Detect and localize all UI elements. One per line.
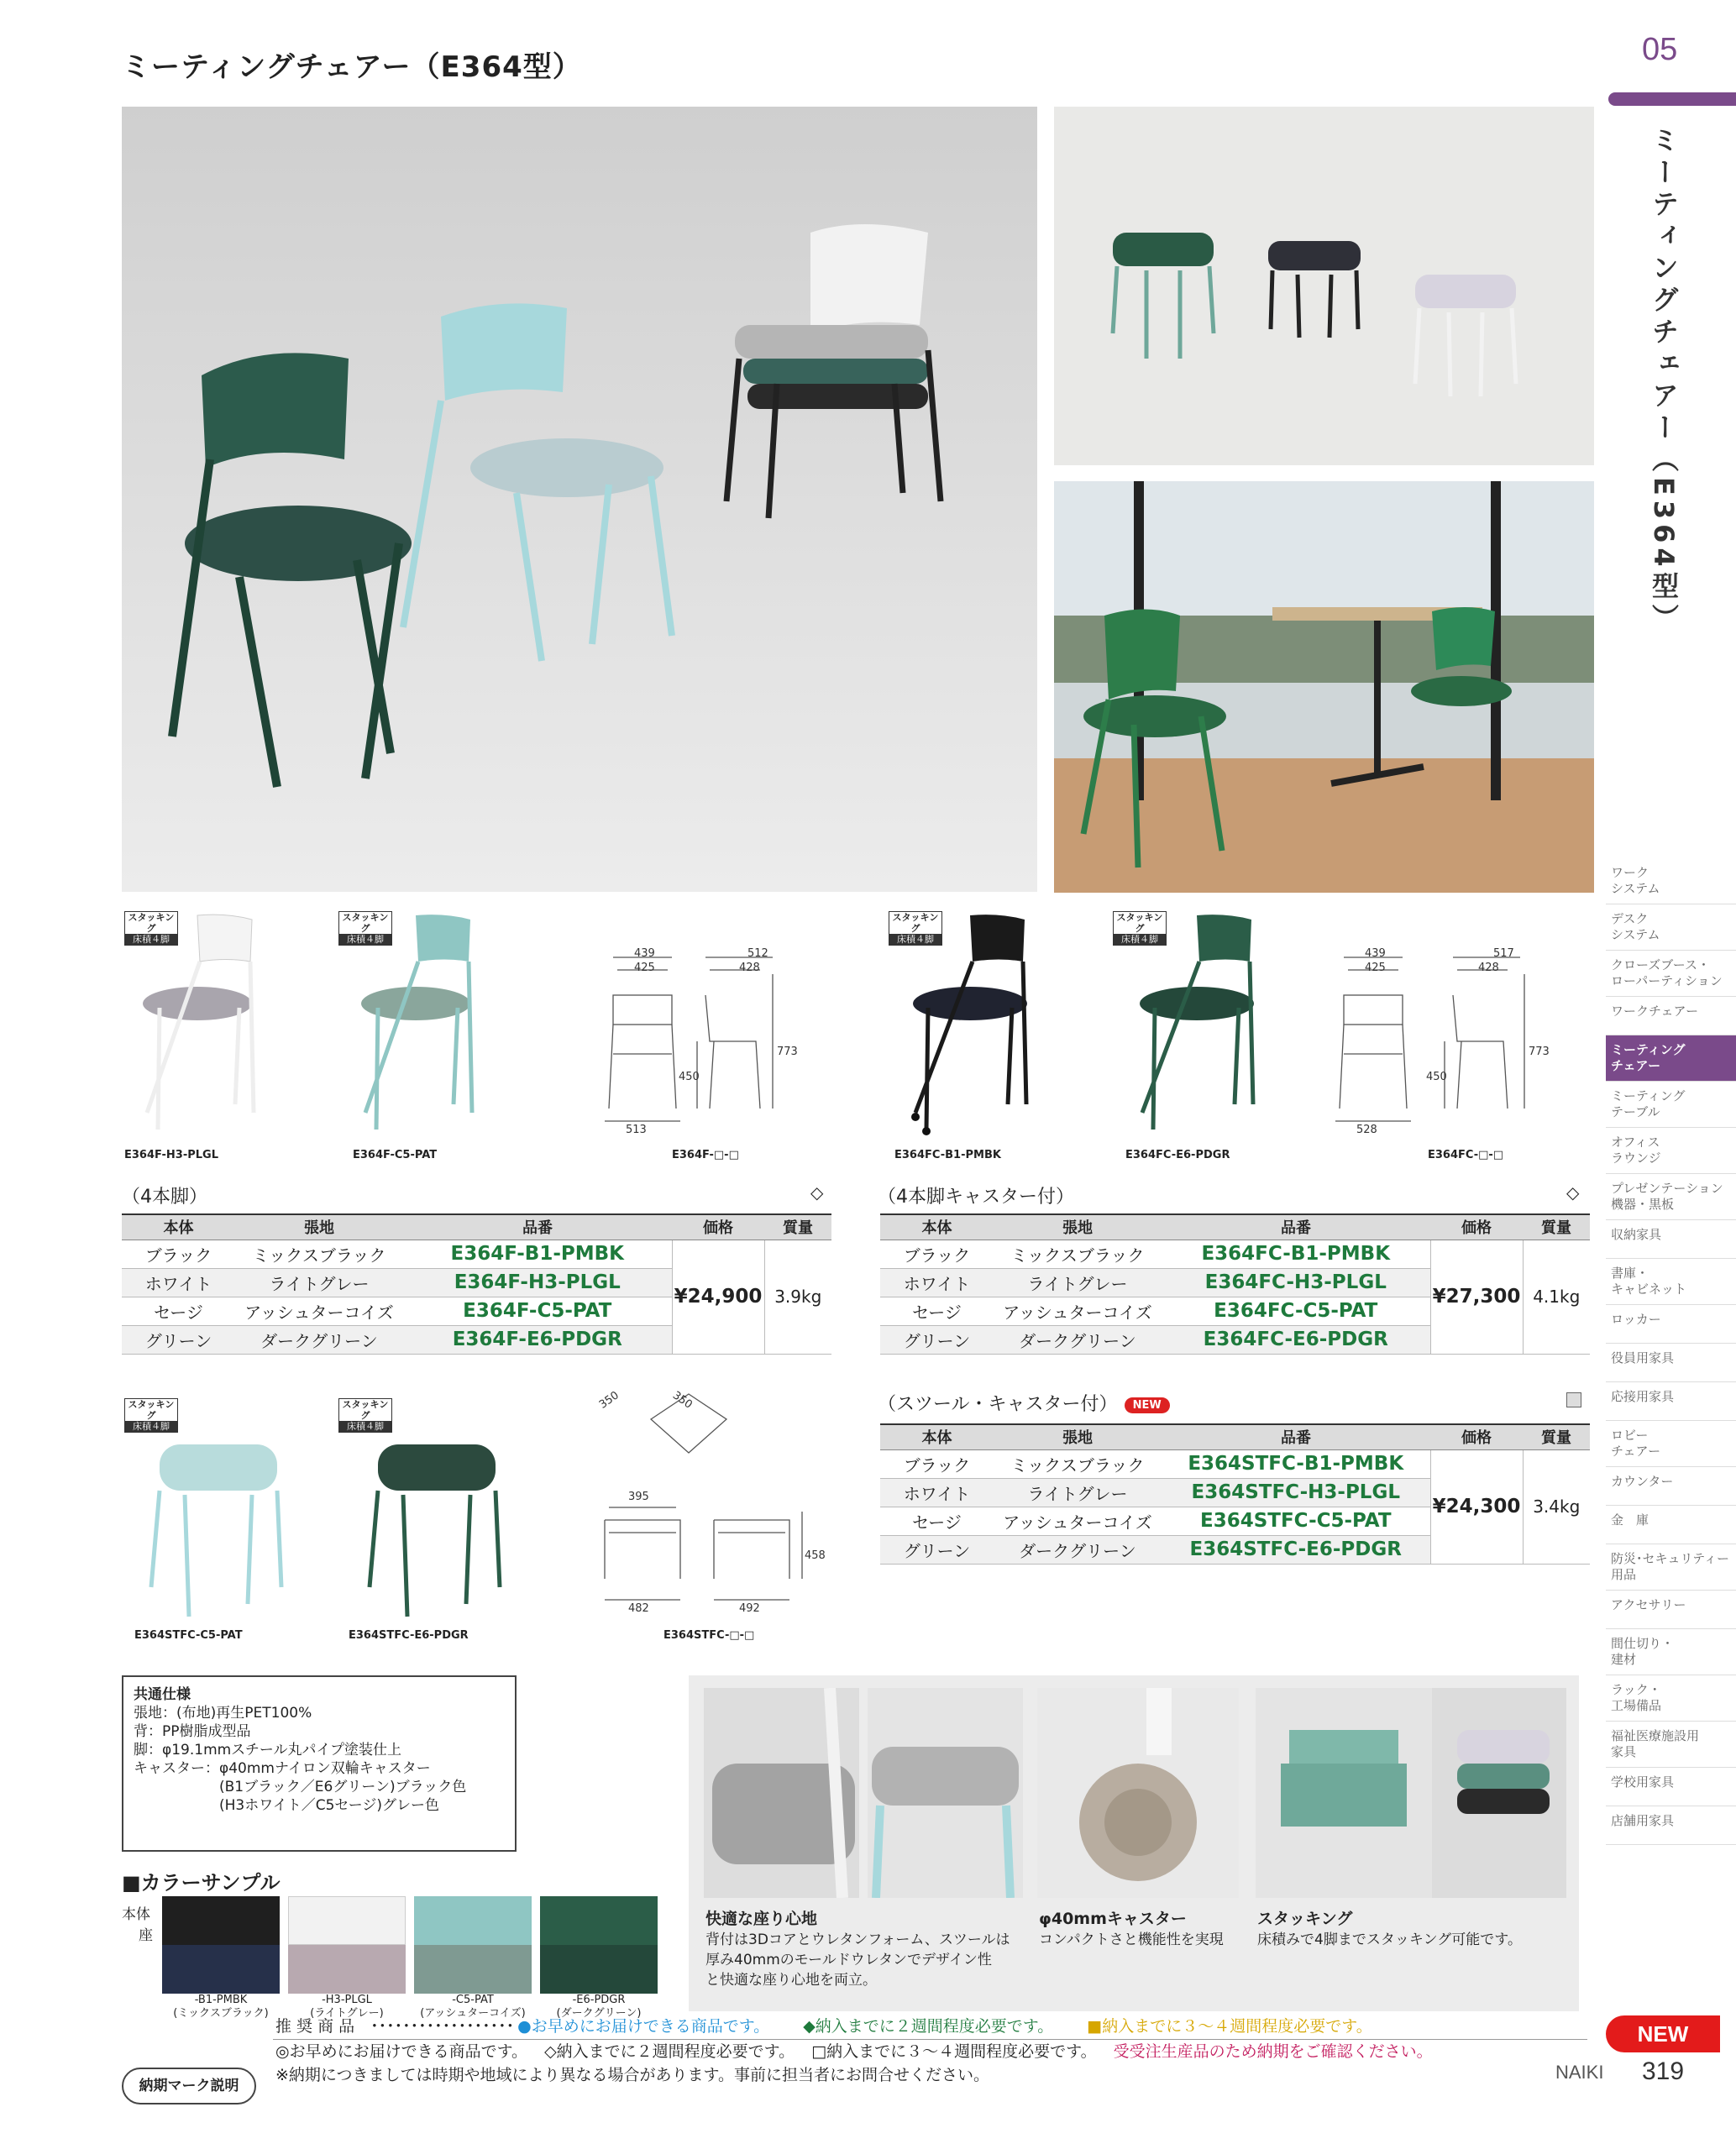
stacking-badge: スタッキング 床積４脚: [124, 911, 178, 946]
sidenav-item-locker[interactable]: ロッカー: [1606, 1305, 1736, 1344]
dim-width: 395: [628, 1491, 649, 1503]
new-badge: NEW: [1606, 2015, 1720, 2052]
chair-white-image: [134, 911, 260, 1130]
swatch-e6[interactable]: [540, 1896, 658, 2021]
brand-name: NAIKI: [1555, 2062, 1604, 2083]
sidenav-item-close-booth[interactable]: クローズブース・ ローパーティション: [1606, 951, 1736, 997]
footer-divider: [273, 2039, 1587, 2040]
stacking-badge: スタッキング 床積４脚: [1113, 911, 1167, 946]
dimension-label: E364FC-□-□: [1428, 1149, 1504, 1161]
price: ¥24,900: [672, 1240, 764, 1354]
main-product-photo: [122, 107, 1037, 892]
table-title-stool: （スツール・キャスター付） NEW: [878, 1390, 1170, 1416]
table-row: ブラック ミックスブラック E364FC-B1-PMBK ¥27,300 4.1kg: [880, 1240, 1590, 1268]
stool-photo: [1054, 107, 1594, 465]
dim-base: 482: [628, 1602, 649, 1615]
weight: 3.4kg: [1523, 1449, 1590, 1564]
dim-depth: 517: [1493, 947, 1514, 960]
sidenav-item-work-chair[interactable]: ワークチェアー: [1606, 997, 1736, 1035]
new-tag: NEW: [1125, 1397, 1170, 1413]
dim-top: 350: [596, 1389, 621, 1412]
price-table-4leg: 本体 張地 品番 価格 質量 ブラック ミックスブラック E364F-B1-PMBK ¥24,900 3.9kg ホワイト ライトグレー E364F-H3-PLGL セージ アッシュターコイズ E364F-C5-PAT グリーン ダークグリーン E364F-E6-PDGR: [122, 1213, 831, 1355]
dim-height: 773: [1529, 1046, 1550, 1058]
dim-top: 350: [669, 1389, 695, 1412]
swatch-code: -H3-PLGL: [322, 1994, 372, 2006]
swatch-b1[interactable]: [162, 1896, 280, 2021]
price: ¥27,300: [1430, 1240, 1523, 1354]
feature-title: スタッキング: [1257, 1910, 1353, 1928]
product-code: E364FC-E6-PDGR: [1125, 1149, 1230, 1161]
delivery-legend-label: 納期マーク説明: [122, 2068, 256, 2104]
swatch-seat: [288, 1945, 406, 1994]
page-title: ミーティングチェアー（E364型）: [122, 50, 582, 84]
spec-line: 背：PP樹脂成型品: [134, 1723, 251, 1740]
spec-line: キャスター：φ40mmナイロン双輪キャスター: [134, 1760, 431, 1777]
sidenav-item-meeting-table[interactable]: ミーティング テーブル: [1606, 1082, 1736, 1128]
dim-height: 773: [777, 1046, 798, 1058]
section-tab: [1608, 92, 1736, 106]
product-code: E364FC-B1-PMBK: [894, 1149, 1001, 1161]
spec-line: (H3ホワイト／C5セージ)グレー色: [134, 1797, 440, 1814]
feature-text: コンパクトさと機能性を実現: [1039, 1931, 1224, 1948]
swatch-h3[interactable]: [288, 1896, 406, 2021]
dim-width-inner: 425: [1365, 962, 1386, 974]
weight: 3.9kg: [764, 1240, 831, 1354]
dim-width: 439: [1365, 947, 1386, 960]
table-row: ブラック ミックスブラック E364STFC-B1-PMBK ¥24,300 3.4kg: [880, 1449, 1590, 1478]
delivery-mark: ◇: [810, 1182, 824, 1203]
dimension-drawing-f: [588, 949, 840, 1142]
table-row: グリーン ダークグリーン E364FC-E6-PDGR: [880, 1325, 1590, 1354]
swatch-code: -B1-PMBK: [194, 1994, 248, 2006]
spec-line: (B1ブラック／E6グリーン)ブラック色: [134, 1779, 467, 1795]
swatch-body: [288, 1896, 406, 1945]
feature-text: 床積みで4脚までスタッキング可能です。: [1257, 1931, 1522, 1948]
swatch-body: [540, 1896, 658, 1945]
delivery-mark-square: [1566, 1392, 1581, 1407]
sidenav-item-rack[interactable]: ラック・ 工場備品: [1606, 1675, 1736, 1722]
sidenav-item-safe[interactable]: 金 庫: [1606, 1506, 1736, 1544]
swatch-body: [414, 1896, 532, 1945]
sidenav-item-welfare[interactable]: 福祉医療施設用 家具: [1606, 1722, 1736, 1768]
weight: 4.1kg: [1523, 1240, 1590, 1354]
price: ¥24,300: [1430, 1449, 1523, 1564]
category-sidenav: [1606, 858, 1736, 1845]
dim-depth-inner: 428: [739, 962, 760, 974]
chair-sage-image: [353, 911, 479, 1130]
stool-green-image: [353, 1428, 512, 1629]
swatch-seat: [414, 1945, 532, 1994]
sidenav-item-meeting-chair[interactable]: ミーティング チェアー: [1606, 1035, 1736, 1082]
sidenav-item-office-lounge[interactable]: オフィス ラウンジ: [1606, 1128, 1736, 1174]
stacking-badge: スタッキング 床積４脚: [124, 1398, 178, 1433]
legend-row-2: ◎お早めにお届けできる商品です。 ◇納入までに２週間程度必要です。 □納入までに３～４週間程度必要です。 受受注生産品のため納期をご確認ください。: [275, 2042, 1433, 2061]
row-label-seat: 座: [139, 1927, 153, 1944]
sidenav-item-storage[interactable]: 収納家具: [1606, 1220, 1736, 1259]
sidenav-item-store[interactable]: 店舗用家具: [1606, 1806, 1736, 1845]
table-row: セージ アッシュターコイズ E364FC-C5-PAT: [880, 1297, 1590, 1325]
chair-black-image: [903, 911, 1037, 1138]
table-row: グリーン ダークグリーン E364STFC-E6-PDGR: [880, 1535, 1590, 1564]
product-code: E364F-H3-PLGL: [124, 1149, 218, 1161]
table-row: セージ アッシュターコイズ E364STFC-C5-PAT: [880, 1507, 1590, 1535]
table-title-4leg-caster: （4本脚キャスター付）: [878, 1187, 1074, 1208]
color-sample-heading: ■カラーサンプル: [122, 1871, 281, 1895]
feature-title: 快適な座り心地: [705, 1910, 818, 1928]
stacking-badge: スタッキング 床積４脚: [889, 911, 942, 946]
stacking-badge: スタッキング 床積４脚: [338, 911, 392, 946]
sidenav-item-partition[interactable]: 間仕切り・ 建材: [1606, 1629, 1736, 1675]
sidenav-item-lobby-chair[interactable]: ロビー チェアー: [1606, 1421, 1736, 1467]
swatch-name: (ライトグレー): [310, 2007, 384, 2020]
stacking-badge: スタッキング 床積４脚: [338, 1398, 392, 1433]
swatch-body: [162, 1896, 280, 1945]
feature-text: 背付は3Dコアとウレタンフォーム、スツールは 厚み40mmのモールドウレタンでデザイン性 と快適な座り心地を両立。: [705, 1931, 1010, 1989]
stool-sage-image: [134, 1428, 294, 1629]
product-code: E364STFC-E6-PDGR: [349, 1629, 469, 1642]
section-number: 05: [1642, 32, 1678, 67]
product-code: E364F-C5-PAT: [353, 1149, 438, 1161]
sidenav-item-school[interactable]: 学校用家具: [1606, 1768, 1736, 1806]
product-code: E364STFC-C5-PAT: [134, 1629, 243, 1642]
caster-image: [1037, 1688, 1239, 1898]
dim-base: 513: [626, 1124, 647, 1136]
price-table-stool: 本体 張地 品番 価格 質量 ブラック ミックスブラック E364STFC-B1-PMBK ¥24,300 3.4kg ホワイト ライトグレー E364STFC-H3-PLGL セージ アッシュターコイズ E364STFC-C5-PAT グリーン ダークグリーン E364STFC-E6-PDGR: [880, 1423, 1590, 1565]
sidenav-item-counter[interactable]: カウンター: [1606, 1467, 1736, 1506]
legend-row-1: 推 奨 商 品 ･･････････････････ ●お早めにお届けできる商品です。 ◆納入までに２週間程度必要です。 ■納入までに３～４週間程度必要です。: [275, 2017, 1372, 2036]
sidenav-item-work-system[interactable]: ワーク システム: [1606, 858, 1736, 904]
table-title-4leg: （4本脚）: [122, 1187, 207, 1208]
table-row: ホワイト ライトグレー E364F-H3-PLGL: [122, 1268, 831, 1297]
table-row: ホワイト ライトグレー E364FC-H3-PLGL: [880, 1268, 1590, 1297]
scene-photo: [1054, 481, 1594, 893]
table-row: ブラック ミックスブラック E364F-B1-PMBK ¥24,900 3.9kg: [122, 1240, 831, 1268]
dimension-label: E364F-□-□: [672, 1149, 739, 1161]
swatch-code: -C5-PAT: [452, 1994, 494, 2006]
dim-width-inner: 425: [634, 962, 655, 974]
table-row: ホワイト ライトグレー E364STFC-H3-PLGL: [880, 1478, 1590, 1507]
table-row: セージ アッシュターコイズ E364F-C5-PAT: [122, 1297, 831, 1325]
dim-seat-height: 450: [679, 1071, 700, 1083]
dim-depth-inner: 428: [1478, 962, 1499, 974]
swatch-code: -E6-PDGR: [572, 1994, 626, 2006]
feature-title: φ40mmキャスター: [1039, 1910, 1187, 1928]
swatch-name: (ミックスブラック): [173, 2007, 269, 2020]
swatch-c5[interactable]: [414, 1896, 532, 2021]
swatch-name: (ダークグリーン): [556, 2007, 642, 2020]
common-spec-box: [122, 1675, 517, 1852]
spec-line: 張地：(布地)再生PET100%: [134, 1705, 312, 1722]
sidenav-item-reception[interactable]: 応接用家具: [1606, 1382, 1736, 1421]
sidenav-item-accessory[interactable]: アクセサリー: [1606, 1591, 1736, 1629]
spec-line: 脚：φ19.1mmスチール丸パイプ塗装仕上: [134, 1742, 401, 1759]
sidenav-item-desk-system[interactable]: デスク システム: [1606, 904, 1736, 951]
sidenav-item-security[interactable]: 防災･セキュリティー 用品: [1606, 1544, 1736, 1591]
dim-seat-height: 450: [1426, 1071, 1447, 1083]
chair-green-image: [1130, 911, 1264, 1138]
stacking-image: [1256, 1688, 1566, 1898]
table-row: グリーン ダークグリーン E364F-E6-PDGR: [122, 1325, 831, 1354]
dimension-drawing-stool: [588, 1386, 840, 1638]
legend-note: ※納期につきましては時期や地域により異なる場合があります。事前に担当者にお問合せください。: [275, 2066, 990, 2084]
dim-depth: 512: [747, 947, 768, 960]
page-number: 319: [1642, 2057, 1685, 2085]
dim-height: 458: [805, 1549, 826, 1562]
dim-base: 492: [739, 1602, 760, 1615]
dimension-label: E364STFC-□-□: [663, 1629, 755, 1642]
spec-heading: 共通仕様: [134, 1686, 191, 1703]
sidenav-item-presentation[interactable]: プレゼンテーション 機器・黒板: [1606, 1174, 1736, 1220]
swatch-name: (アッシュターコイズ): [420, 2007, 526, 2020]
price-table-4leg-caster: 本体 張地 品番 価格 質量 ブラック ミックスブラック E364FC-B1-PMBK ¥27,300 4.1kg ホワイト ライトグレー E364FC-H3-PLGL セージ アッシュターコイズ E364FC-C5-PAT グリーン ダークグリーン E364FC-E6-PDGR: [880, 1213, 1590, 1355]
swatch-seat: [540, 1945, 658, 1994]
sidenav-item-cabinet[interactable]: 書庫・ キャビネット: [1606, 1259, 1736, 1305]
dim-base: 528: [1356, 1124, 1377, 1136]
swatch-seat: [162, 1945, 280, 1994]
vertical-title: ミーティングチェアー（E364型）: [1648, 126, 1680, 636]
delivery-mark: ◇: [1566, 1182, 1580, 1203]
seat-comfort-image: [704, 1688, 1023, 1898]
dim-width: 439: [634, 947, 655, 960]
sidenav-item-executive[interactable]: 役員用家具: [1606, 1344, 1736, 1382]
